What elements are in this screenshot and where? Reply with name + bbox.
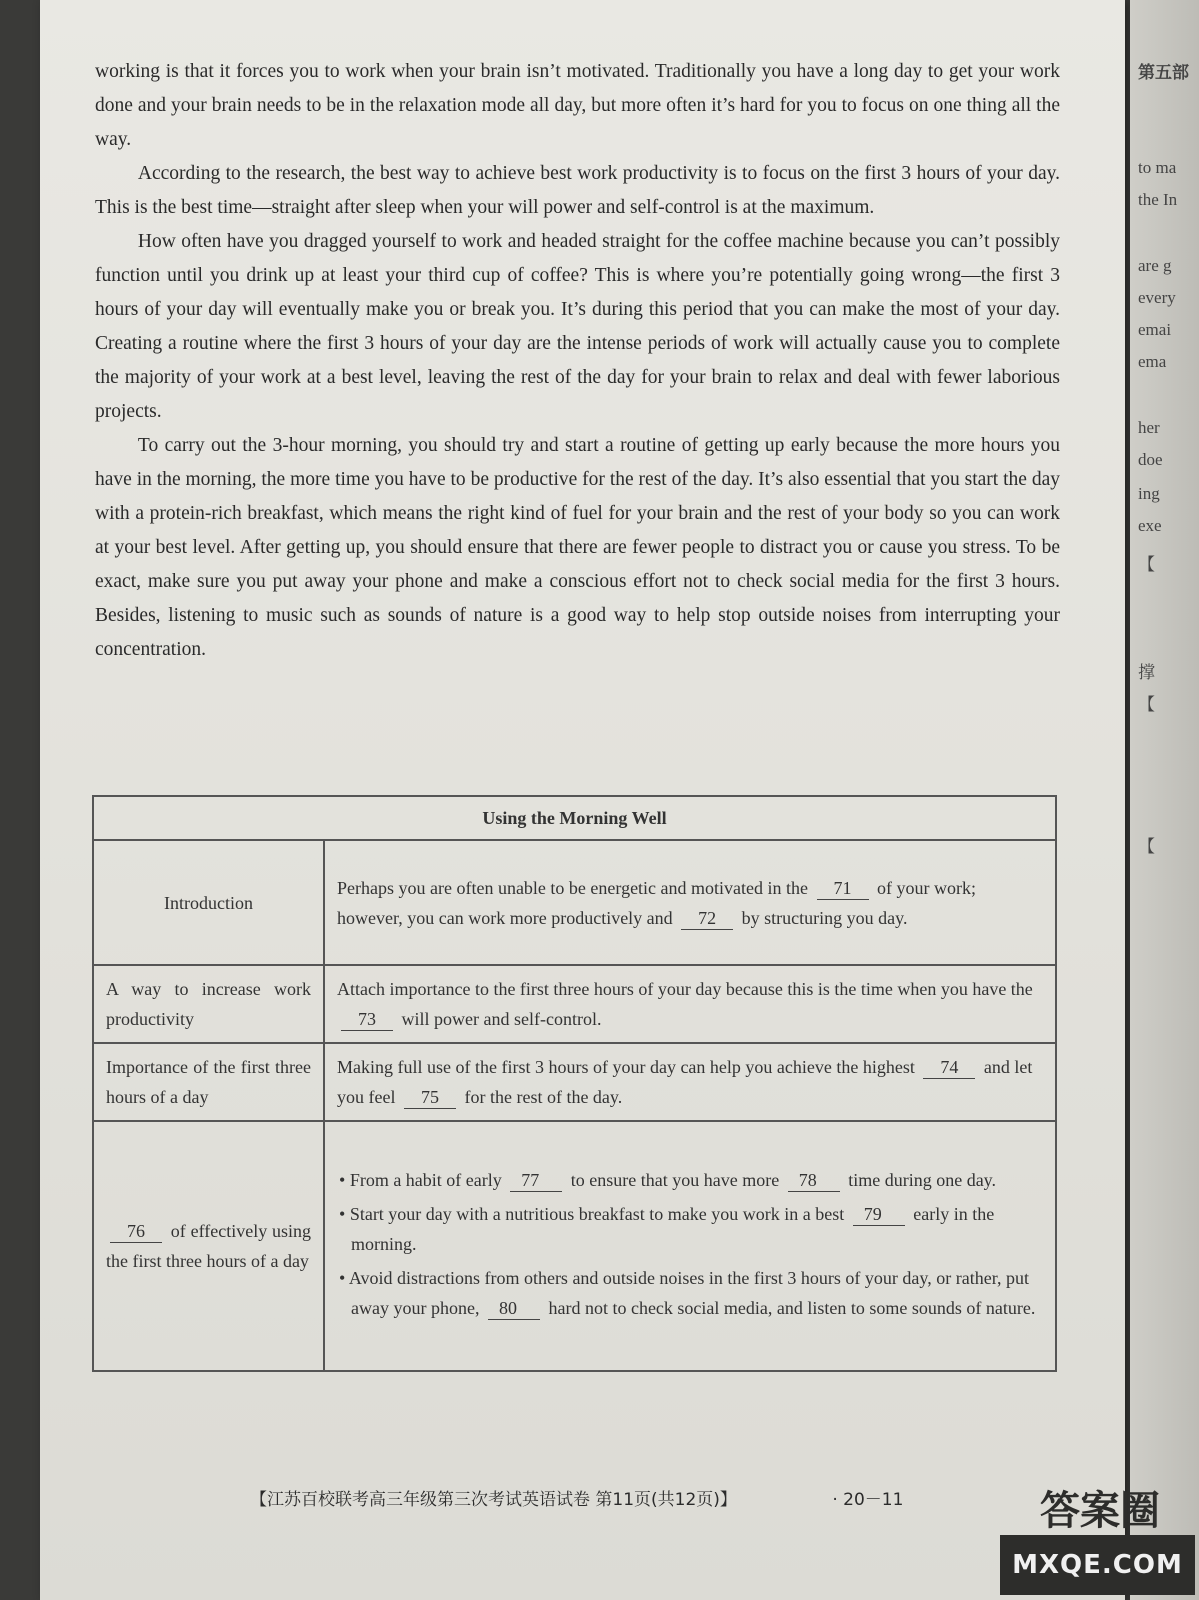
blank-71[interactable]: 71 xyxy=(817,877,869,900)
row-text: for the rest of the day. xyxy=(464,1087,623,1107)
table-row xyxy=(93,1043,1056,1121)
row-label xyxy=(93,1121,324,1371)
row-text: From a habit of early xyxy=(349,1170,502,1190)
list-item xyxy=(337,1199,1043,1259)
side-fragment: ing xyxy=(1138,484,1160,503)
side-fragment: every xyxy=(1138,288,1176,307)
passage-paragraph: How often have you dragged yourself to work and headed straight for the coffee machine because you can’t possibly function until you drink up at least your third cup of coffee? This is where you’re potentially going wrong—the first 3 hours of your day will eventually make you or break you. It’s during this period that you can make the most of your day. Creating a routine where the first 3 hours of your day are the intense periods of work will actually cause you to complete the majority of your work at a best level, leaving the rest of the day for your brain to relax and deal with fewer laborious projects. xyxy=(95,231,1060,422)
row-content xyxy=(324,965,1056,1043)
row-content xyxy=(324,1121,1056,1371)
side-fragment: 【 xyxy=(1138,555,1155,574)
row-content xyxy=(324,840,1056,965)
blank-78[interactable]: 78 xyxy=(788,1169,840,1192)
side-fragment: ema xyxy=(1138,352,1167,371)
blank-76[interactable]: 76 xyxy=(110,1220,162,1243)
row-text: time during one day. xyxy=(848,1170,997,1190)
summary-table xyxy=(92,795,1057,1372)
blank-80[interactable]: 80 xyxy=(488,1297,540,1320)
exam-code: · 20－11 xyxy=(832,1490,904,1510)
brand-logo: 答案圈 xyxy=(1040,1488,1160,1534)
row-text: will power and self-control. xyxy=(401,1009,602,1029)
table-row xyxy=(93,965,1056,1043)
blank-74[interactable]: 74 xyxy=(923,1056,975,1079)
brand-site: MXQE.COM xyxy=(1000,1535,1195,1595)
row-text: by structuring you day. xyxy=(741,907,908,928)
row-label-text: of effectively using the first three hours of a day xyxy=(106,1221,312,1271)
row-text: Start your day with a nutritious breakfast to make you work in a best xyxy=(349,1204,845,1224)
table-title: Using the Morning Well xyxy=(93,796,1056,840)
row-label: A way to increase work productivity xyxy=(93,965,324,1043)
side-fragment: the In xyxy=(1138,190,1178,209)
side-fragment: her xyxy=(1138,418,1160,437)
row-text: Perhaps you are often unable to be energetic and motivated in the xyxy=(337,877,809,898)
passage-paragraph: working is that it forces you to work when your brain isn’t motivated. Traditionally you have a long day to get your work done and your brain needs to be in the relaxation mode all day, but more often it’s hard for you to focus on one thing all the way. xyxy=(95,61,1060,150)
table-row xyxy=(93,840,1056,965)
row-text: to ensure that you have more xyxy=(570,1170,780,1190)
side-fragment: to ma xyxy=(1138,158,1177,177)
side-fragment: 撑 xyxy=(1138,663,1155,682)
list-item xyxy=(337,1263,1043,1323)
page-footer xyxy=(250,1485,1070,1510)
page-number: 第11页(共12页)】 xyxy=(595,1490,737,1510)
row-text: early in the morning. xyxy=(351,1204,995,1254)
row-text: of your work; however, you can work more productively and xyxy=(337,877,976,928)
side-fragment: are g xyxy=(1138,256,1172,275)
reading-passage xyxy=(95,55,1060,667)
adjacent-page xyxy=(1130,0,1199,1600)
row-text: and let you feel xyxy=(337,1057,1033,1107)
row-content xyxy=(324,1043,1056,1121)
passage-paragraph: According to the research, the best way to achieve best work productivity is to focus on the first 3 hours of your day. This is the best time—straight after sleep when your will power and self-control is at the maximum. xyxy=(95,163,1060,218)
blank-72[interactable]: 72 xyxy=(681,907,733,930)
side-fragment: exe xyxy=(1138,516,1162,535)
side-fragment: 第五部 xyxy=(1138,63,1189,82)
tips-list xyxy=(337,1165,1043,1323)
row-text: Avoid distractions from others and outside noises in the first 3 hours of your day, or rather, put away your phone, xyxy=(348,1268,1029,1318)
exam-title: 【江苏百校联考高三年级第三次考试英语试卷 xyxy=(250,1490,590,1510)
blank-77[interactable]: 77 xyxy=(510,1169,562,1192)
row-label: Introduction xyxy=(93,840,324,965)
table-row xyxy=(93,1121,1056,1371)
blank-79[interactable]: 79 xyxy=(853,1203,905,1226)
row-label: Importance of the first three hours of a day xyxy=(93,1043,324,1121)
side-fragment: emai xyxy=(1138,320,1172,339)
blank-75[interactable]: 75 xyxy=(404,1086,456,1109)
row-text: Making full use of the first 3 hours of your day can help you achieve the highest xyxy=(337,1057,915,1077)
blank-73[interactable]: 73 xyxy=(341,1008,393,1031)
side-fragment: 【 xyxy=(1138,837,1155,856)
list-item xyxy=(337,1165,1043,1195)
row-text: hard not to check social media, and listen to some sounds of nature. xyxy=(548,1298,1036,1318)
row-text: Attach importance to the first three hours of your day because this is the time when you have the xyxy=(337,979,1033,999)
side-fragment: 【 xyxy=(1138,695,1155,714)
side-fragment: doe xyxy=(1138,450,1163,469)
passage-paragraph: To carry out the 3-hour morning, you should try and start a routine of getting up early because the more hours you have in the morning, the more time you have to be productive for the rest of the day. It’s also essential that you start the day with a protein-rich breakfast, which means the right kind of fuel for your brain and the rest of your body so you can work at your best level. After getting up, you should ensure that there are fewer people to distract you or cause you stress. To be exact, make sure you put away your phone and make a conscious effort not to check social media for the first 3 hours. Besides, listening to music such as sounds of nature is a good way to help stop outside noises from interrupting your concentration. xyxy=(95,435,1060,660)
